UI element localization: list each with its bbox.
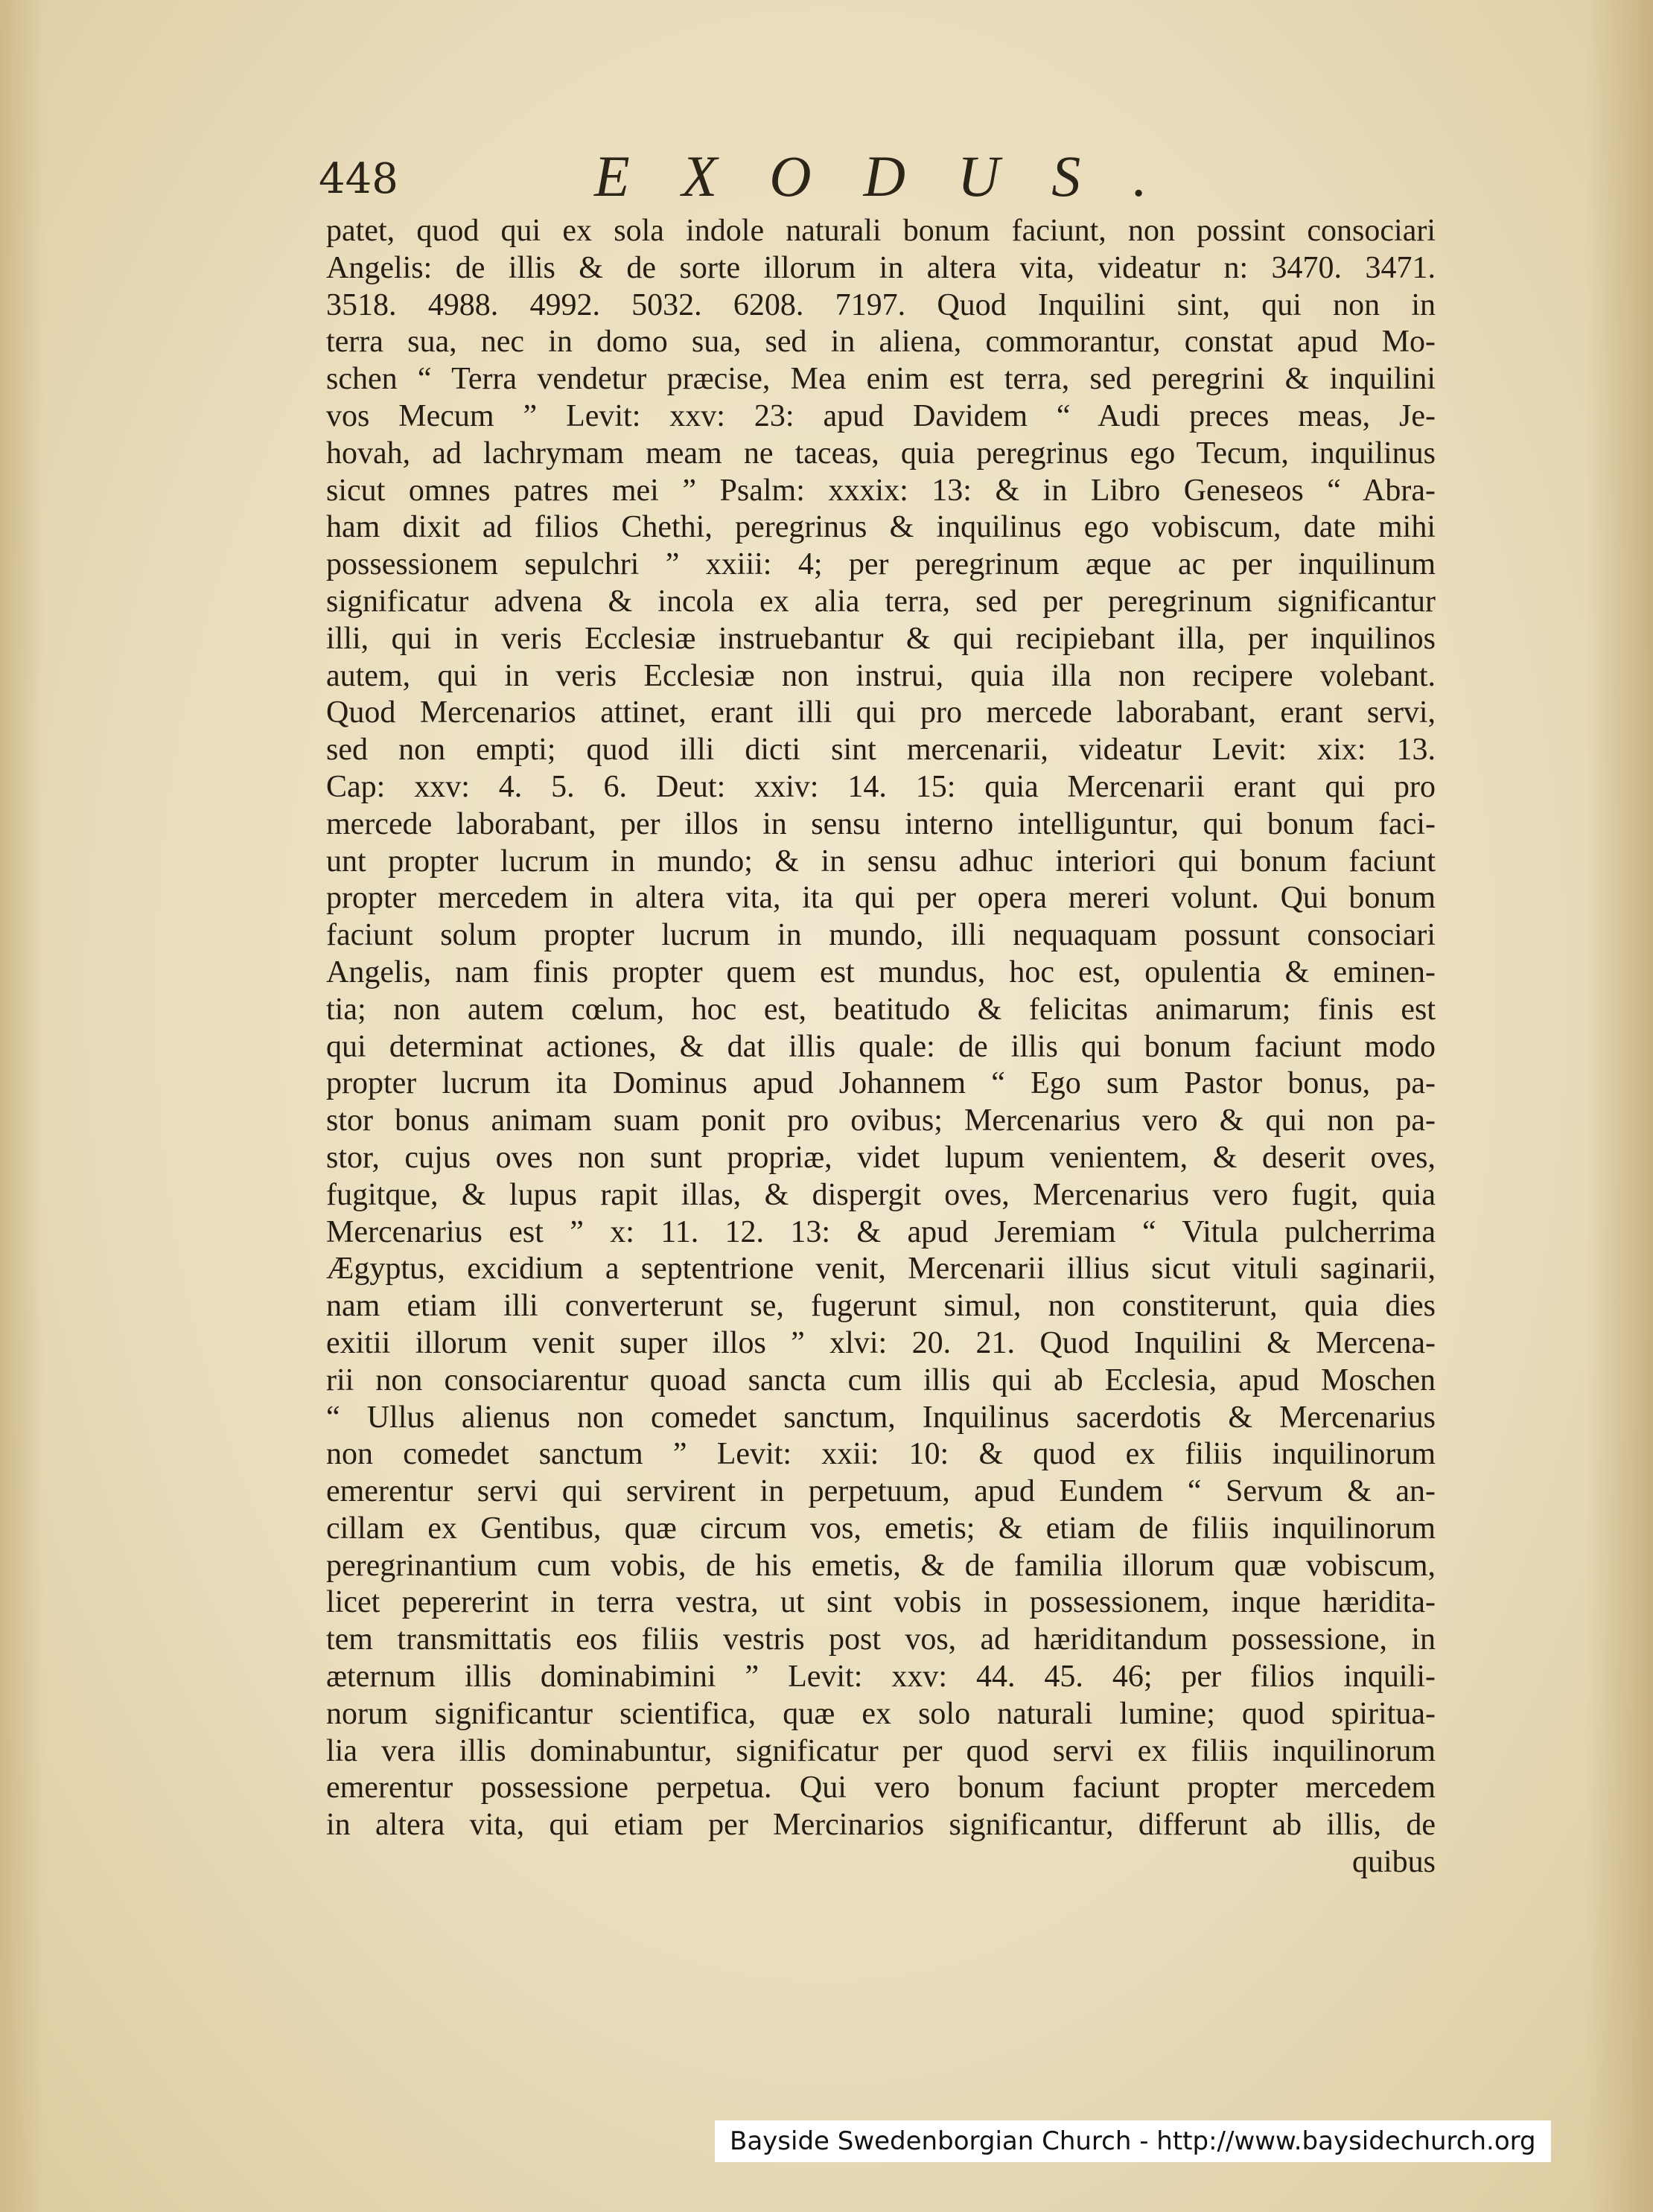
text-line: “ Ullus alienus non comedet sanctum, Inquilinus sacerdotis & Mercenarius <box>326 1400 1436 1435</box>
text-line: illi, qui in veris Ecclesiæ instruebantur & qui recipiebant illa, per inquilinos <box>326 621 1436 656</box>
text-line: licet pepererint in terra vestra, ut sint vobis in possessionem, inque hæridita- <box>326 1585 1436 1620</box>
text-line: exitii illorum venit super illos ” xlvi: 20. 21. Quod Inquilini & Mercena- <box>326 1325 1436 1360</box>
text-line: Quod Mercenarios attinet, erant illi qui pro mercede laborabant, erant servi, <box>326 695 1436 730</box>
text-line: unt propter lucrum in mundo; & in sensu adhuc interiori qui bonum faciunt <box>326 844 1436 879</box>
text-line: nam etiam illi converterunt se, fugerunt simul, non constiterunt, quia dies <box>326 1289 1436 1324</box>
text-line: stor bonus animam suam ponit pro ovibus; Mercenarius vero & qui non pa- <box>326 1103 1436 1138</box>
text-line: Ægyptus, excidium a septentrione venit, Mercenarii illius sicut vituli saginarii, <box>326 1252 1436 1287</box>
text-line: propter lucrum ita Dominus apud Johannem “ Ego sum Pastor bonus, pa- <box>326 1066 1436 1101</box>
page-shadow-left <box>0 0 45 2212</box>
text-line: peregrinantium cum vobis, de his emetis, & de familia illorum quæ vobiscum, <box>326 1548 1436 1583</box>
text-line: stor, cujus oves non sunt propriæ, videt lupum venientem, & deserit oves, <box>326 1140 1436 1175</box>
page-shadow-right <box>1586 0 1653 2212</box>
text-line: non comedet sanctum ” Levit: xxii: 10: & quod ex filiis inquilinorum <box>326 1437 1436 1472</box>
text-line: qui determinat actiones, & dat illis quale: de illis qui bonum faciunt modo <box>326 1029 1436 1064</box>
page-header <box>319 141 1200 208</box>
text-line: sed non empti; quod illi dicti sint mercenarii, videatur Levit: xix: 13. <box>326 733 1436 768</box>
text-line: æternum illis dominabimini ” Levit: xxv: 44. 45. 46; per filios inquili- <box>326 1660 1436 1695</box>
text-line: patet, quod qui ex sola indole naturali bonum faciunt, non possint consociari <box>326 214 1436 248</box>
text-line: schen “ Terra vendetur præcise, Mea enim est terra, sed peregrini & inquilini <box>326 362 1436 397</box>
text-line: Angelis, nam finis propter quem est mundus, hoc est, opulentia & eminen- <box>326 954 1436 989</box>
text-line: hovah, ad lachrymam meam ne taceas, quia peregrinus ego Tecum, inquilinus <box>326 436 1436 471</box>
text-line: Mercenarius est ” x: 11. 12. 13: & apud Jeremiam “ Vitula pulcherrima <box>326 1214 1436 1249</box>
text-line: significatur advena & incola ex alia terra, sed per peregrinum significantur <box>326 584 1436 619</box>
text-line: rii non consociarentur quoad sancta cum illis qui ab Ecclesia, apud Moschen <box>326 1362 1436 1397</box>
text-line: sicut omnes patres mei ” Psalm: xxxix: 13: & in Libro Geneseos “ Abra- <box>326 473 1436 508</box>
body-text <box>326 213 1436 1881</box>
text-line: ham dixit ad filios Chethi, peregrinus & inquilinus ego vobiscum, date mihi <box>326 510 1436 545</box>
text-line: vos Mecum ” Levit: xxv: 23: apud Davidem “ Audi preces meas, Je- <box>326 398 1436 433</box>
text-line: tem transmittatis eos filiis vestris post vos, ad hæriditandum possessione, in <box>326 1622 1436 1657</box>
text-line: autem, qui in veris Ecclesiæ non instrui, quia illa non recipere volebant. <box>326 658 1436 693</box>
text-line: mercede laborabant, per illos in sensu interno intelliguntur, qui bonum faci- <box>326 806 1436 841</box>
text-line: lia vera illis dominabuntur, significatur per quod servi ex filiis inquilinorum <box>326 1733 1436 1768</box>
watermark-caption: Bayside Swedenborgian Church - http://www.baysidechurch.org <box>715 2120 1551 2162</box>
text-line: cillam ex Gentibus, quæ circum vos, emetis; & etiam de filiis inquilinorum <box>326 1511 1436 1546</box>
text-line: Cap: xxv: 4. 5. 6. Deut: xxiv: 14. 15: quia Mercenarii erant qui pro <box>326 769 1436 804</box>
running-head: EXODUS. <box>594 144 1200 208</box>
text-line: possessionem sepulchri ” xxiii: 4; per peregrinum æque ac per inquilinum <box>326 547 1436 582</box>
text-line: tia; non autem cœlum, hoc est, beatitudo & felicitas animarum; finis est <box>326 992 1436 1027</box>
page-number: 448 <box>319 155 398 203</box>
text-line: terra sua, nec in domo sua, sed in aliena, commorantur, constat apud Mo- <box>326 325 1436 360</box>
text-line: emerentur servi qui servirent in perpetuum, apud Eundem “ Servum & an- <box>326 1474 1436 1509</box>
text-line: norum significantur scientifica, quæ ex solo naturali lumine; quod spiritua- <box>326 1696 1436 1731</box>
text-line: propter mercedem in altera vita, ita qui per opera mereri volunt. Qui bonum <box>326 881 1436 916</box>
text-line: fugitque, & lupus rapit illas, & dispergit oves, Mercenarius vero fugit, quia <box>326 1177 1436 1212</box>
text-line: faciunt solum propter lucrum in mundo, illi nequaquam possunt consociari <box>326 918 1436 953</box>
text-line: Angelis: de illis & de sorte illorum in altera vita, videatur n: 3470. 3471. <box>326 250 1436 285</box>
text-line: in altera vita, qui etiam per Mercinarios significantur, differunt ab illis, de <box>326 1808 1436 1843</box>
catchword: quibus <box>1351 1845 1436 1880</box>
text-line: 3518. 4988. 4992. 5032. 6208. 7197. Quod Inquilini sint, qui non in <box>326 287 1436 322</box>
text-line: emerentur possessione perpetua. Qui vero bonum faciunt propter mercedem <box>326 1770 1436 1805</box>
